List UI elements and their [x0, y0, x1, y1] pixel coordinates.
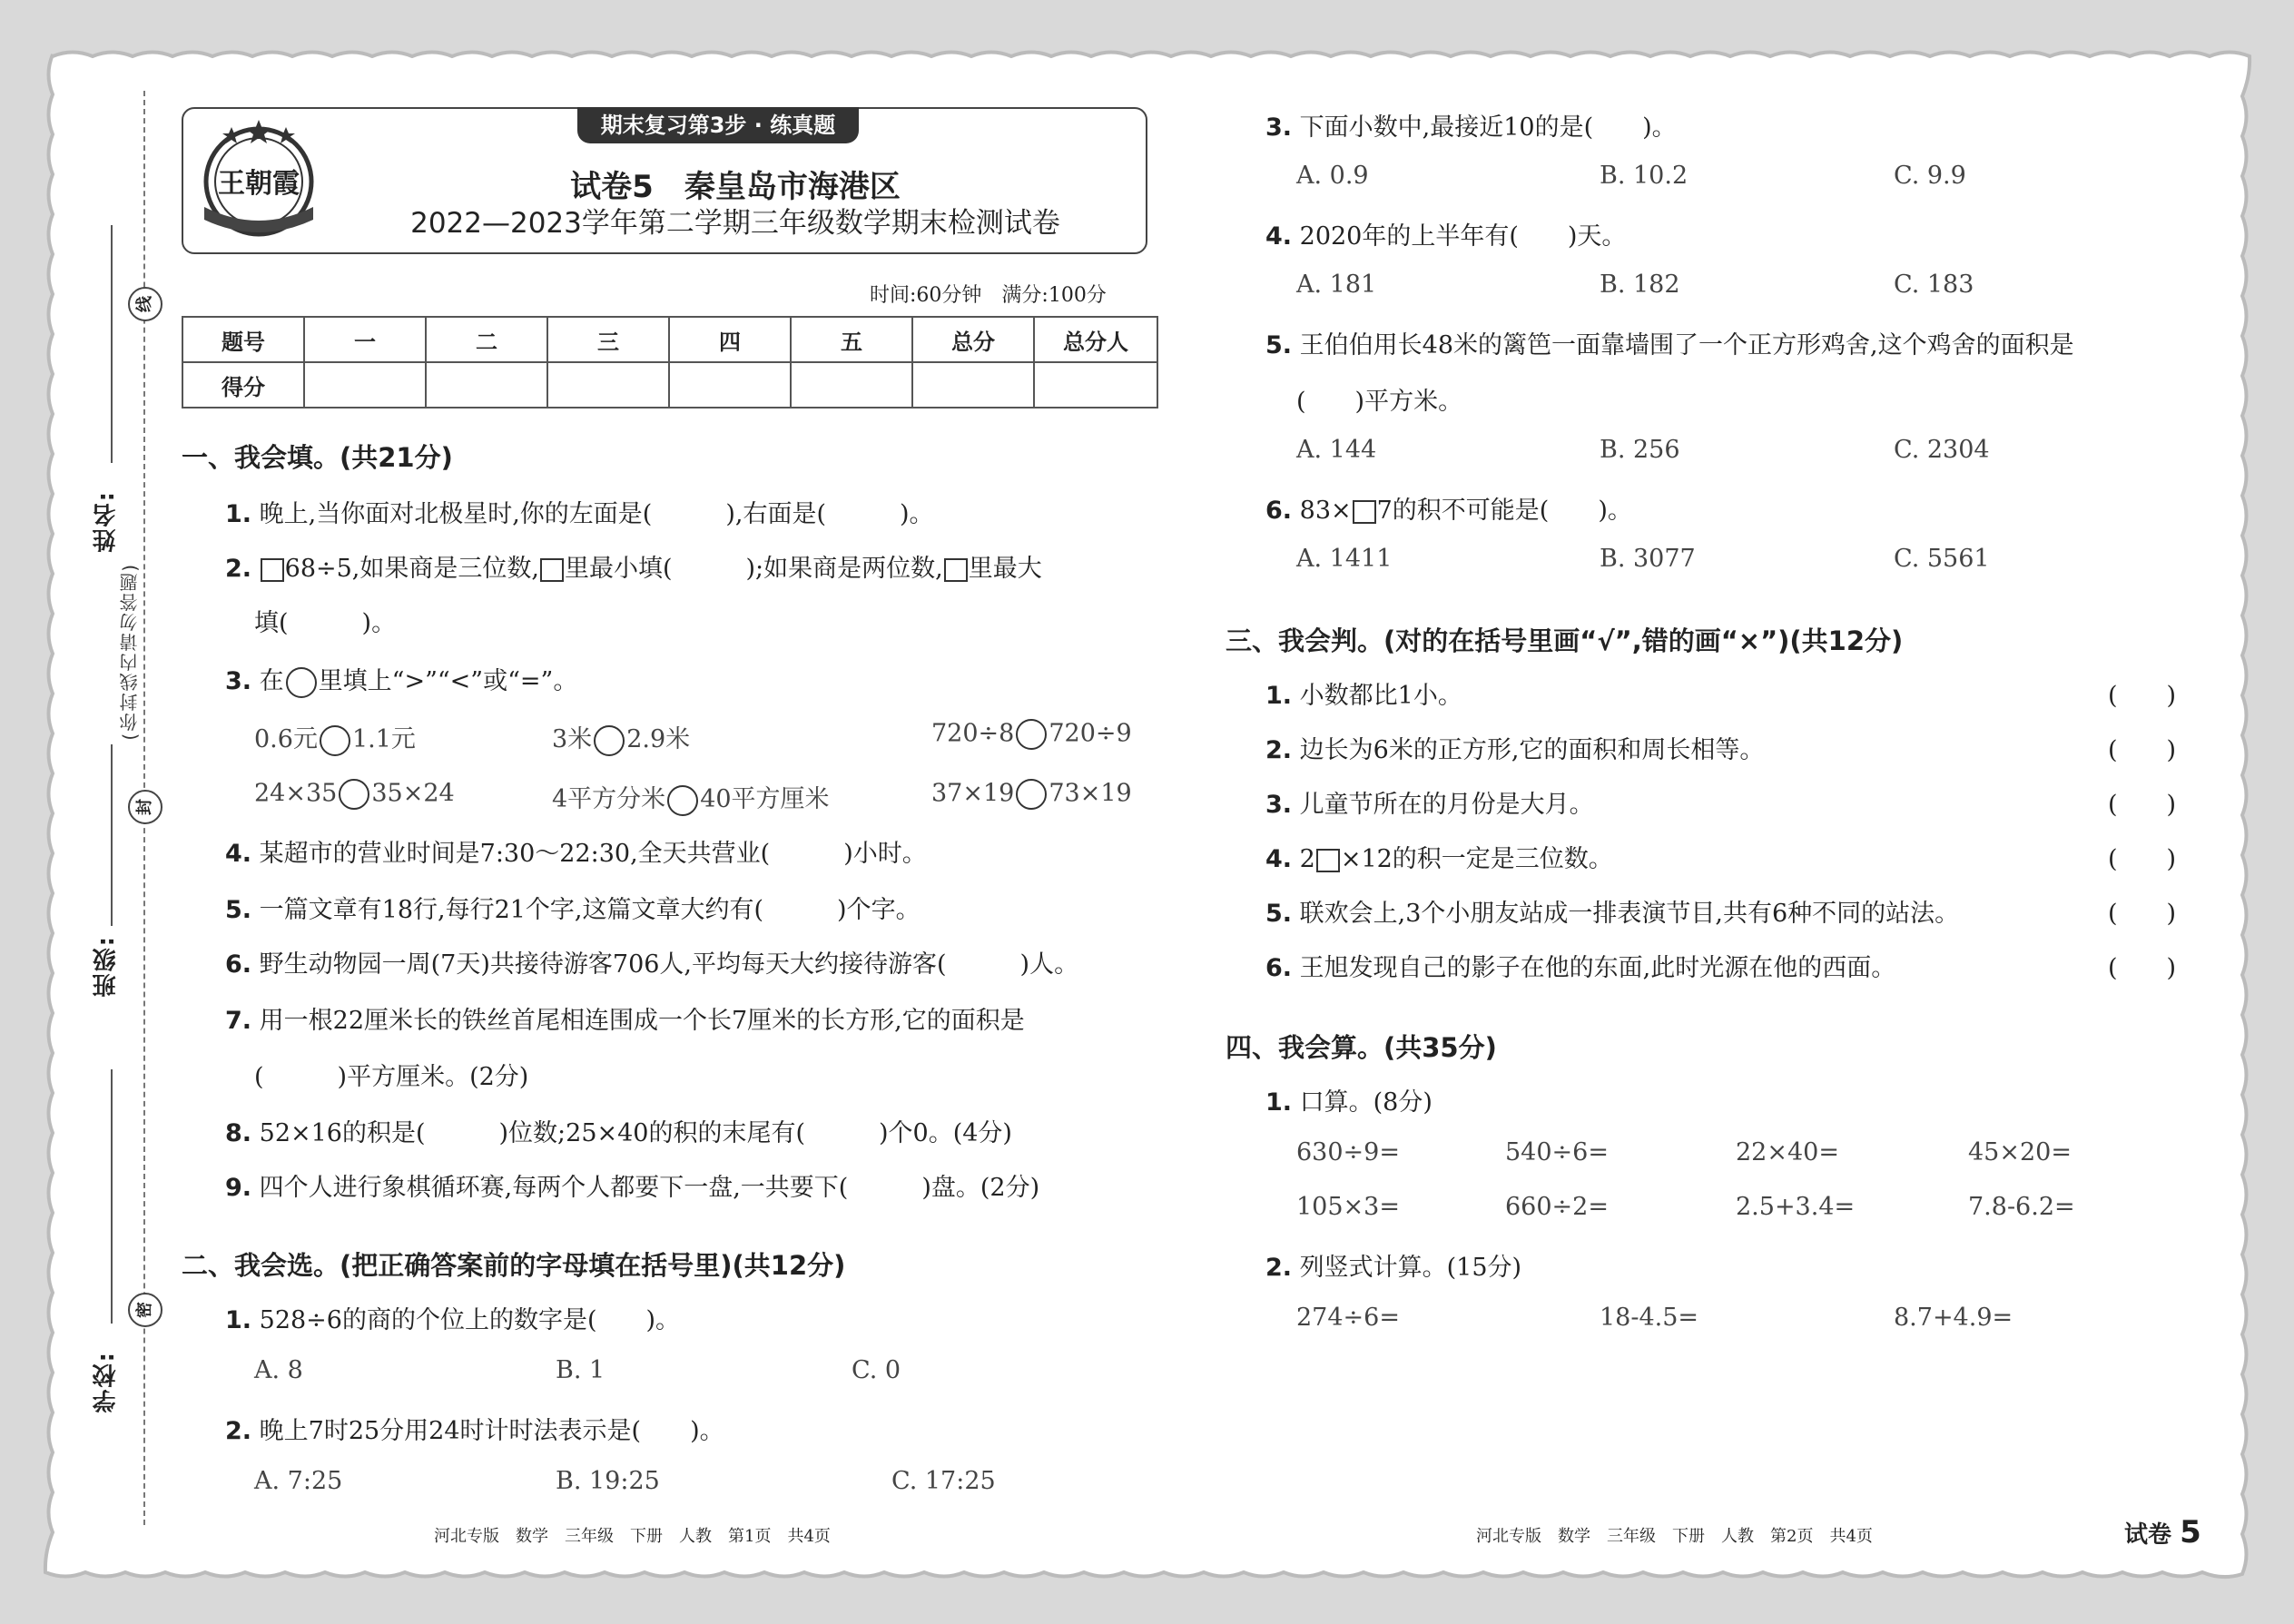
- review-step-tab: 期末复习第3步 · 练真题: [577, 107, 859, 143]
- question-text: 晚上,当你面对北极星时,你的左面是( ),右面是( )。: [259, 500, 934, 528]
- compare-item: 24×35 35×24: [254, 779, 455, 810]
- name-label: 姓名:: [93, 490, 120, 553]
- question-text: 528÷6的商的个位上的数字是( )。: [259, 1306, 681, 1334]
- question-text: 里最大: [968, 555, 1042, 583]
- s2-q5-line2: ( )平方米。: [1296, 388, 1463, 416]
- binding-mark-xian: 线: [128, 287, 162, 321]
- option-a[interactable]: A. 144: [1296, 436, 1377, 464]
- compare-circle[interactable]: [339, 779, 369, 810]
- question-number: 4.: [225, 840, 252, 868]
- s2-q4: [1265, 216, 1626, 251]
- s1-q2: [225, 548, 1042, 584]
- logo-text: 王朝霞: [218, 168, 300, 200]
- s2-q2: [225, 1411, 724, 1446]
- question-number: 6.: [1265, 497, 1293, 525]
- paper-tag: [2124, 1514, 2201, 1550]
- score-table: [182, 316, 1158, 408]
- section2-heading: 二、我会选。(把正确答案前的字母填在括号里)(共12分): [182, 1250, 846, 1281]
- oral-calc: 22×40=: [1736, 1138, 1839, 1166]
- s2-q1: [225, 1300, 680, 1335]
- option-b[interactable]: B. 10.2: [1600, 162, 1689, 190]
- question-number: 5.: [1265, 900, 1293, 928]
- score-cell: 四: [669, 317, 791, 362]
- question-number: 4.: [1265, 845, 1293, 873]
- option-b[interactable]: B. 182: [1600, 271, 1680, 299]
- s3-item: [1265, 948, 1895, 983]
- score-cell: 二: [426, 317, 547, 362]
- judge-bracket[interactable]: ( ): [2108, 791, 2177, 819]
- compare-item: 37×19 73×19: [931, 779, 1132, 810]
- score-cell: 题号: [182, 317, 304, 362]
- score-input-cell[interactable]: [426, 362, 547, 408]
- score-input-cell[interactable]: [669, 362, 791, 408]
- question-text: 王伯伯用长48米的篱笆一面靠墙围了一个正方形鸡舍,这个鸡舍的面积是: [1299, 331, 2074, 359]
- question-number: 5.: [225, 896, 252, 924]
- compare-item: 4平方分米 40平方厘米: [552, 779, 830, 816]
- question-number: 3.: [1265, 791, 1293, 819]
- publisher-logo: [195, 116, 322, 243]
- question-text: 2: [1299, 845, 1315, 873]
- judge-bracket[interactable]: ( ): [2108, 682, 2177, 710]
- oral-calc: 105×3=: [1296, 1193, 1400, 1221]
- oral-calc: 2.5+3.4=: [1736, 1193, 1856, 1221]
- s3-item: [1265, 893, 1959, 929]
- option-c[interactable]: C. 183: [1894, 271, 1974, 299]
- blank-square-icon: [1316, 849, 1340, 872]
- question-number: 3.: [225, 667, 252, 695]
- option-c[interactable]: C. 5561: [1894, 545, 1990, 573]
- question-text: 在: [259, 667, 284, 695]
- s3-item: [1265, 839, 1613, 874]
- blank-square-icon: [540, 558, 564, 582]
- compare-circle[interactable]: [594, 725, 625, 756]
- s1-q7-line2: ( )平方厘米。(2分): [254, 1063, 529, 1091]
- s1-q6: [225, 944, 1078, 979]
- question-number: 7.: [225, 1007, 252, 1035]
- paper-tag-label: 试卷: [2124, 1521, 2172, 1549]
- question-text: ×12的积一定是三位数。: [1340, 845, 1613, 873]
- score-row-label: 得分: [182, 362, 304, 408]
- oral-calc: 540÷6=: [1505, 1138, 1609, 1166]
- s1-q4: [225, 833, 927, 869]
- option-b[interactable]: B. 19:25: [556, 1467, 660, 1495]
- compare-circle[interactable]: [667, 785, 698, 816]
- judge-bracket[interactable]: ( ): [2108, 900, 2177, 928]
- s1-q1: [225, 494, 934, 529]
- binding-notice: (你封线内请勿答题): [119, 563, 141, 741]
- question-number: 2.: [1265, 736, 1293, 764]
- option-a[interactable]: A. 1411: [1296, 545, 1393, 573]
- option-c[interactable]: C. 9.9: [1894, 162, 1966, 190]
- s1-q5: [225, 890, 921, 925]
- blank-square-icon: [261, 558, 284, 582]
- question-number: 2.: [225, 1417, 252, 1445]
- score-cell: 五: [791, 317, 912, 362]
- question-text: 列竖式计算。(15分): [1299, 1254, 1522, 1282]
- s1-q3: [225, 661, 577, 698]
- s3-item: [1265, 675, 1462, 711]
- question-text: 联欢会上,3个小朋友站成一排表演节目,共有6种不同的站法。: [1299, 900, 1960, 928]
- score-input-cell[interactable]: [547, 362, 669, 408]
- oral-calc: 7.8-6.2=: [1968, 1193, 2075, 1221]
- s4-q2: [1265, 1247, 1521, 1283]
- option-b[interactable]: B. 3077: [1600, 545, 1696, 573]
- question-number: 3.: [1265, 113, 1293, 142]
- score-cell: 三: [547, 317, 669, 362]
- vertical-calc: 8.7+4.9=: [1894, 1304, 2013, 1332]
- question-text: 2020年的上半年有( )天。: [1299, 222, 1627, 251]
- section3-heading: 三、我会判。(对的在括号里画“√”,错的画“×”)(共12分): [1226, 625, 1904, 656]
- section4-heading: 四、我会算。(共35分): [1226, 1032, 1497, 1063]
- compare-circle[interactable]: [1016, 719, 1047, 750]
- s1-q8: [225, 1113, 1012, 1148]
- score-input-cell[interactable]: [791, 362, 912, 408]
- question-number: 2.: [225, 555, 252, 583]
- question-number: 1.: [1265, 1088, 1293, 1117]
- compare-item: 0.6元 1.1元: [254, 719, 416, 756]
- compare-circle[interactable]: [1016, 779, 1047, 810]
- question-number: 1.: [225, 500, 252, 528]
- blank-square-icon: [944, 558, 968, 582]
- question-text: 小数都比1小。: [1299, 682, 1462, 710]
- paper-tag-number: 5: [2180, 1514, 2201, 1550]
- school-label: 学校:: [93, 1351, 120, 1413]
- score-cell: 总分: [912, 317, 1034, 362]
- question-text: 王旭发现自己的影子在他的东面,此时光源在他的西面。: [1299, 954, 1896, 982]
- question-number: 8.: [225, 1119, 252, 1147]
- oral-calc: 45×20=: [1968, 1138, 2072, 1166]
- vertical-calc: 18-4.5=: [1600, 1304, 1699, 1332]
- option-a[interactable]: A. 7:25: [254, 1467, 343, 1495]
- oral-calc: 630÷9=: [1296, 1138, 1400, 1166]
- option-b[interactable]: B. 1: [556, 1356, 605, 1384]
- s2-q3: [1265, 107, 1677, 143]
- name-underline: [111, 225, 113, 463]
- s2-q6: [1265, 490, 1632, 526]
- question-text: 52×16的积是( )位数;25×40的积的末尾有( )个0。(4分): [259, 1119, 1012, 1147]
- exam-title: 试卷5 秦皇岛市海港区: [570, 169, 901, 205]
- compare-item: 3米 2.9米: [552, 719, 690, 756]
- question-text: 某超市的营业时间是7:30～22:30,全天共营业( )小时。: [259, 840, 927, 868]
- judge-bracket[interactable]: ( ): [2108, 954, 2177, 982]
- section1-heading: 一、我会填。(共21分): [182, 442, 453, 473]
- s3-item: [1265, 730, 1764, 765]
- compare-item: 720÷8 720÷9: [931, 719, 1132, 750]
- s4-q1: [1265, 1082, 1433, 1117]
- option-a[interactable]: A. 0.9: [1296, 162, 1369, 190]
- question-number: 9.: [225, 1174, 252, 1202]
- s3-item: [1265, 784, 1594, 820]
- oral-calc: 660÷2=: [1505, 1193, 1609, 1221]
- question-number: 1.: [225, 1306, 252, 1334]
- question-text: 用一根22厘米长的铁丝首尾相连围成一个长7厘米的长方形,它的面积是: [259, 1007, 1025, 1035]
- question-number: 5.: [1265, 331, 1293, 359]
- binding-mark-feng: 封: [128, 790, 162, 824]
- question-number: 6.: [225, 950, 252, 979]
- judge-bracket[interactable]: ( ): [2108, 736, 2177, 764]
- s1-q9: [225, 1167, 1039, 1203]
- score-cell: 一: [304, 317, 426, 362]
- question-text: 儿童节所在的月份是大月。: [1299, 791, 1594, 819]
- question-number: 1.: [1265, 682, 1293, 710]
- footer-left: 河北专版 数学 三年级 下册 人教 第1页 共4页: [434, 1527, 831, 1546]
- question-number: 2.: [1265, 1254, 1293, 1282]
- time-score-info: 时间:60分钟 满分:100分: [870, 284, 1107, 307]
- option-b[interactable]: B. 256: [1600, 436, 1680, 464]
- option-c[interactable]: C. 0: [852, 1356, 901, 1384]
- question-text: 边长为6米的正方形,它的面积和周长相等。: [1299, 736, 1765, 764]
- question-text: 下面小数中,最接近10的是( )。: [1299, 113, 1677, 142]
- question-text: 四个人进行象棋循环赛,每两个人都要下一盘,一共要下( )盘。(2分): [259, 1174, 1040, 1202]
- vertical-calc: 274÷6=: [1296, 1304, 1400, 1332]
- s1-q2-line2: 填( )。: [254, 609, 397, 637]
- score-input-cell[interactable]: [912, 362, 1034, 408]
- class-underline: [111, 744, 113, 926]
- score-input-cell[interactable]: [1034, 362, 1157, 408]
- blank-circle-icon: [286, 667, 317, 698]
- option-c[interactable]: C. 17:25: [891, 1467, 996, 1495]
- s1-q7: [225, 1000, 1025, 1036]
- blank-square-icon: [1353, 500, 1376, 524]
- judge-bracket[interactable]: ( ): [2108, 845, 2177, 873]
- score-cell: 总分人: [1034, 317, 1157, 362]
- score-table-score-row: [182, 362, 1157, 408]
- question-text: 68÷5,如果商是三位数,: [284, 555, 539, 583]
- binding-mark-mi: 密: [128, 1293, 162, 1327]
- compare-circle[interactable]: [320, 725, 350, 756]
- footer-right: 河北专版 数学 三年级 下册 人教 第2页 共4页: [1476, 1527, 1873, 1546]
- question-text: 晚上7时25分用24时计时法表示是( )。: [259, 1417, 724, 1445]
- question-number: 6.: [1265, 954, 1293, 982]
- question-text: 里最小填( );如果商是两位数,: [564, 555, 943, 583]
- question-number: 4.: [1265, 222, 1293, 251]
- s2-q5: [1265, 325, 2074, 360]
- option-a[interactable]: A. 8: [254, 1356, 303, 1384]
- score-table-header-row: [182, 317, 1157, 362]
- question-text: 里填上“>”“<”或“=”。: [318, 667, 578, 695]
- question-text: 7的积不可能是( )。: [1376, 497, 1632, 525]
- option-c[interactable]: C. 2304: [1894, 436, 1990, 464]
- question-text: 口算。(8分): [1299, 1088, 1433, 1117]
- score-input-cell[interactable]: [304, 362, 426, 408]
- class-label: 班级:: [93, 935, 120, 998]
- school-underline: [111, 1069, 113, 1324]
- exam-subtitle: 2022—2023学年第二学期三年级数学期末检测试卷: [410, 207, 1060, 240]
- question-text: 83×: [1299, 497, 1352, 525]
- question-text: 野生动物园一周(7天)共接待游客706人,平均每天大约接待游客( )人。: [259, 950, 1079, 979]
- question-text: 一篇文章有18行,每行21个字,这篇文章大约有( )个字。: [259, 896, 921, 924]
- option-a[interactable]: A. 181: [1296, 271, 1377, 299]
